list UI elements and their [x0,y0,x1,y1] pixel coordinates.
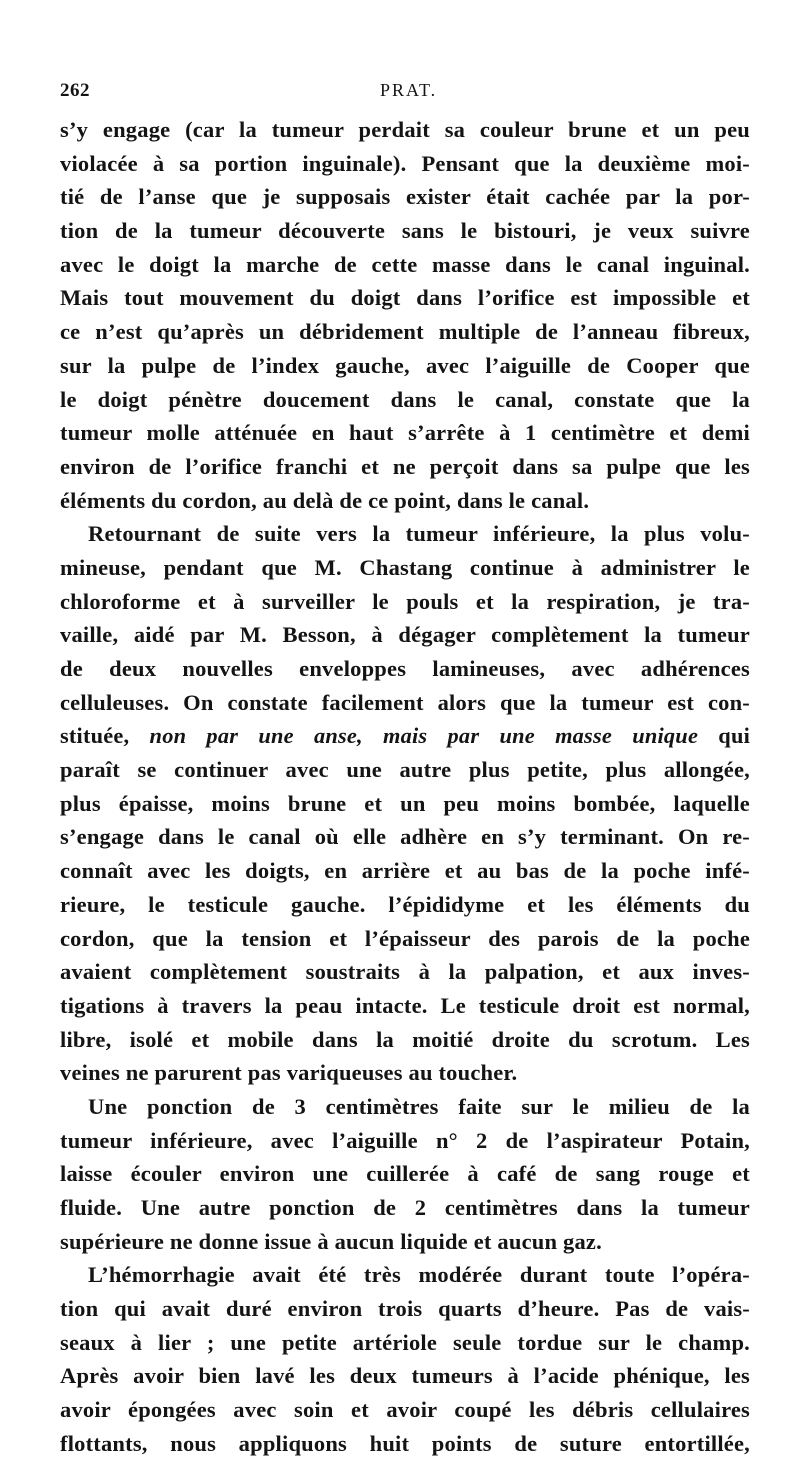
text-line: tion de la tumeur découverte sans le bistouri, je veux suivre [60,218,750,244]
text-line: le doigt pénètre doucement dans le canal, constate que la [60,386,750,412]
text-line: seaux à lier ; une petite artériole seule tordue sur le champ. [60,1329,750,1355]
text-segment: qui [698,723,751,749]
text-segment: stituée, [60,723,150,749]
text-line: Après avoir bien lavé les deux tumeurs à l’acide phénique, les [60,1363,750,1389]
text-line: tié de l’anse que je supposais exister était cachée par la por- [60,184,750,210]
text-line: sur la pulpe de l’index gauche, avec l’aiguille de Cooper que [60,352,750,378]
text-line: vaille, aidé par M. Besson, à dégager complètement la tumeur [60,622,750,648]
text-line: Une ponction de 3 centimètres faite sur le milieu de la [88,1093,750,1119]
text-line: connaît avec les doigts, en arrière et au bas de la poche infé- [60,858,750,884]
text-line: de deux nouvelles enveloppes lamineuses, avec adhérences [60,656,750,681]
text-line: rieure, le testicule gauche. l’épididyme et les éléments du [60,891,750,917]
body-text [60,113,750,1461]
text-line: tumeur inférieure, avec l’aiguille n° 2 de l’aspirateur Potain, [60,1127,750,1153]
text-line: avec le doigt la marche de cette masse dans le canal inguinal. [60,251,750,277]
text-line: paraît se continuer avec une autre plus petite, plus allongée, [60,757,750,783]
text-line: s’engage dans le canal où elle adhère en s’y terminant. On re- [60,824,750,850]
italic-phrase: non par une anse, mais par une masse unique [149,723,699,749]
text-line [60,719,750,753]
text-line: fluide. Une autre ponction de 2 centimètres dans la tumeur [60,1195,750,1220]
text-line: avoir épongées avec soin et avoir coupé les débris cellulaires [60,1397,750,1423]
text-line: L’hémorrhagie avait été très modérée durant toute l’opéra- [88,1262,750,1288]
text-line: plus épaisse, moins brune et un peu moins bombée, laquelle [60,790,750,816]
running-head [60,80,750,104]
text-line: chloroforme et à surveiller le pouls et la respiration, je tra- [60,588,750,614]
text-line: supérieure ne donne issue à aucun liquide et aucun gaz. [60,1228,602,1254]
text-line: flottants, nous appliquons huit points de suture entortillée, [60,1430,750,1456]
text-line: Mais tout mouvement du doigt dans l’orifice est impossible et [60,285,750,311]
text-line: celluleuses. On constate facilement alors que la tumeur est con- [60,689,750,715]
text-line: éléments du cordon, au delà de ce point, dans le canal. [60,487,590,513]
text-line: Retournant de suite vers la tumeur inférieure, la plus volu- [88,521,750,547]
text-line: tumeur molle atténuée en haut s’arrête à 1 centimètre et demi [60,420,750,446]
text-line: s’y engage (car la tumeur perdait sa couleur brune et un peu [60,117,750,142]
text-line: environ de l’orifice franchi et ne perçoit dans sa pulpe que les [60,453,750,479]
text-line: violacée à sa portion inguinale). Pensant que la deuxième moi- [60,150,750,176]
text-line: tigations à travers la peau intacte. Le testicule droit est normal, [60,992,750,1018]
text-line: cordon, que la tension et l’épaisseur des parois de la poche [60,925,750,951]
text-line: laisse écouler environ une cuillerée à café de sang rouge et [60,1161,750,1187]
text-line: tion qui avait duré environ trois quarts d’heure. Pas de vais- [60,1296,750,1322]
text-line: avaient complètement soustraits à la palpation, et aux inves- [60,959,750,985]
page-number: 262 [60,80,90,101]
running-title: PRAT. [380,80,438,100]
text-line: veines ne parurent pas variqueuses au toucher. [60,1060,518,1086]
text-line: mineuse, pendant que M. Chastang continue à administrer le [60,554,750,580]
text-line: ce n’est qu’après un débridement multiple de l’anneau fibreux, [60,319,750,345]
text-line: libre, isolé et mobile dans la moitié droite du scrotum. Les [60,1026,750,1052]
